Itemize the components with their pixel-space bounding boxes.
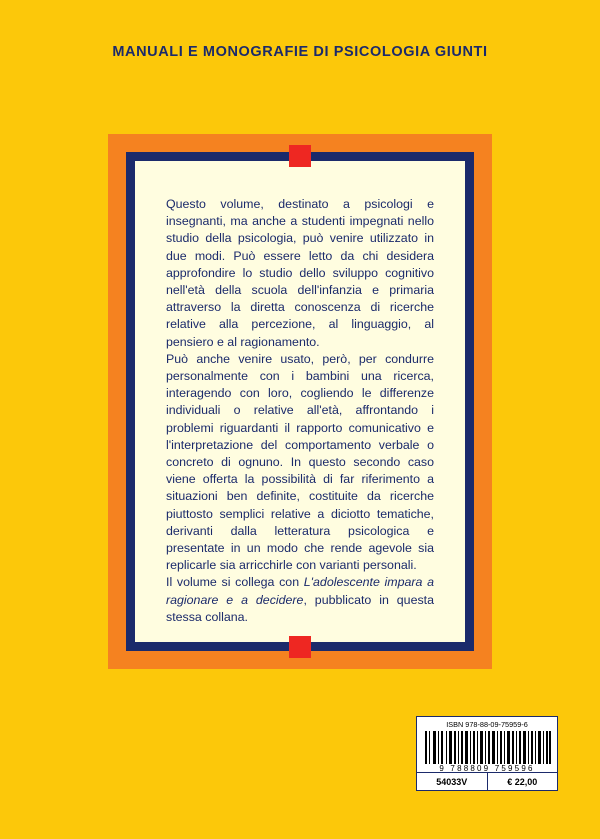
accent-square-bottom-icon (289, 636, 311, 658)
isbn-barcode-block (416, 716, 558, 791)
blurb-paragraph-2: Può anche venire usato, però, per condurre personalmente con i bambini una ricerca, interagendo con loro, cogliendo le differenze individuali o relative all'età, affrontando i problemi riguardanti il rapporto comunicativo e l'interpretazione del comportamento verbale o concreto di ognuno. In questo secondo caso viene offerta la possibilità di far riferimento a situazioni ben definite, costituite da ricerche piuttosto semplici relative a diciotto tematiche, derivanti dalla letteratura psicologica e presentate in un modo che rende agevole sia replicarle sia arricchirle con varianti personali. (166, 351, 434, 573)
blurb-related-after: , pubblicato in questa stessa collana. (166, 592, 434, 624)
catalog-price-row (417, 772, 557, 790)
blurb-related-before: Il volume si collega con (166, 575, 304, 590)
price-value: € 22,00 (507, 776, 538, 787)
barcode-icon (425, 731, 551, 764)
accent-square-top-icon (289, 145, 311, 167)
barcode-digits: 9 788809 759596 (439, 764, 535, 773)
series-title: MANUALI E MONOGRAFIE DI PSICOLOGIA GIUNTI (112, 44, 488, 60)
blurb-text (166, 196, 434, 626)
blurb-paragraph-3 (166, 574, 434, 626)
catalog-code: 54033V (417, 773, 488, 790)
isbn-label: ISBN 978-88-09-75959-6 (446, 720, 528, 729)
blurb-related-title: L'adolescente impara a ragionare e a decidere (166, 575, 435, 607)
blurb-paragraph-1: Questo volume, destinato a psicologi e insegnanti, ma anche a studenti impegnati nello studio della psicologia, può venire utilizzato in due modi. Può essere letto da chi desidera approfondire lo studio dello sviluppo cognitivo nell'età della scuola dell'infanzia e primaria attraverso la diretta conoscenza di ricerche relative alla percezione, al linguaggio, al pensiero e al ragionamento. (166, 197, 434, 349)
blurb-frame (108, 134, 492, 669)
